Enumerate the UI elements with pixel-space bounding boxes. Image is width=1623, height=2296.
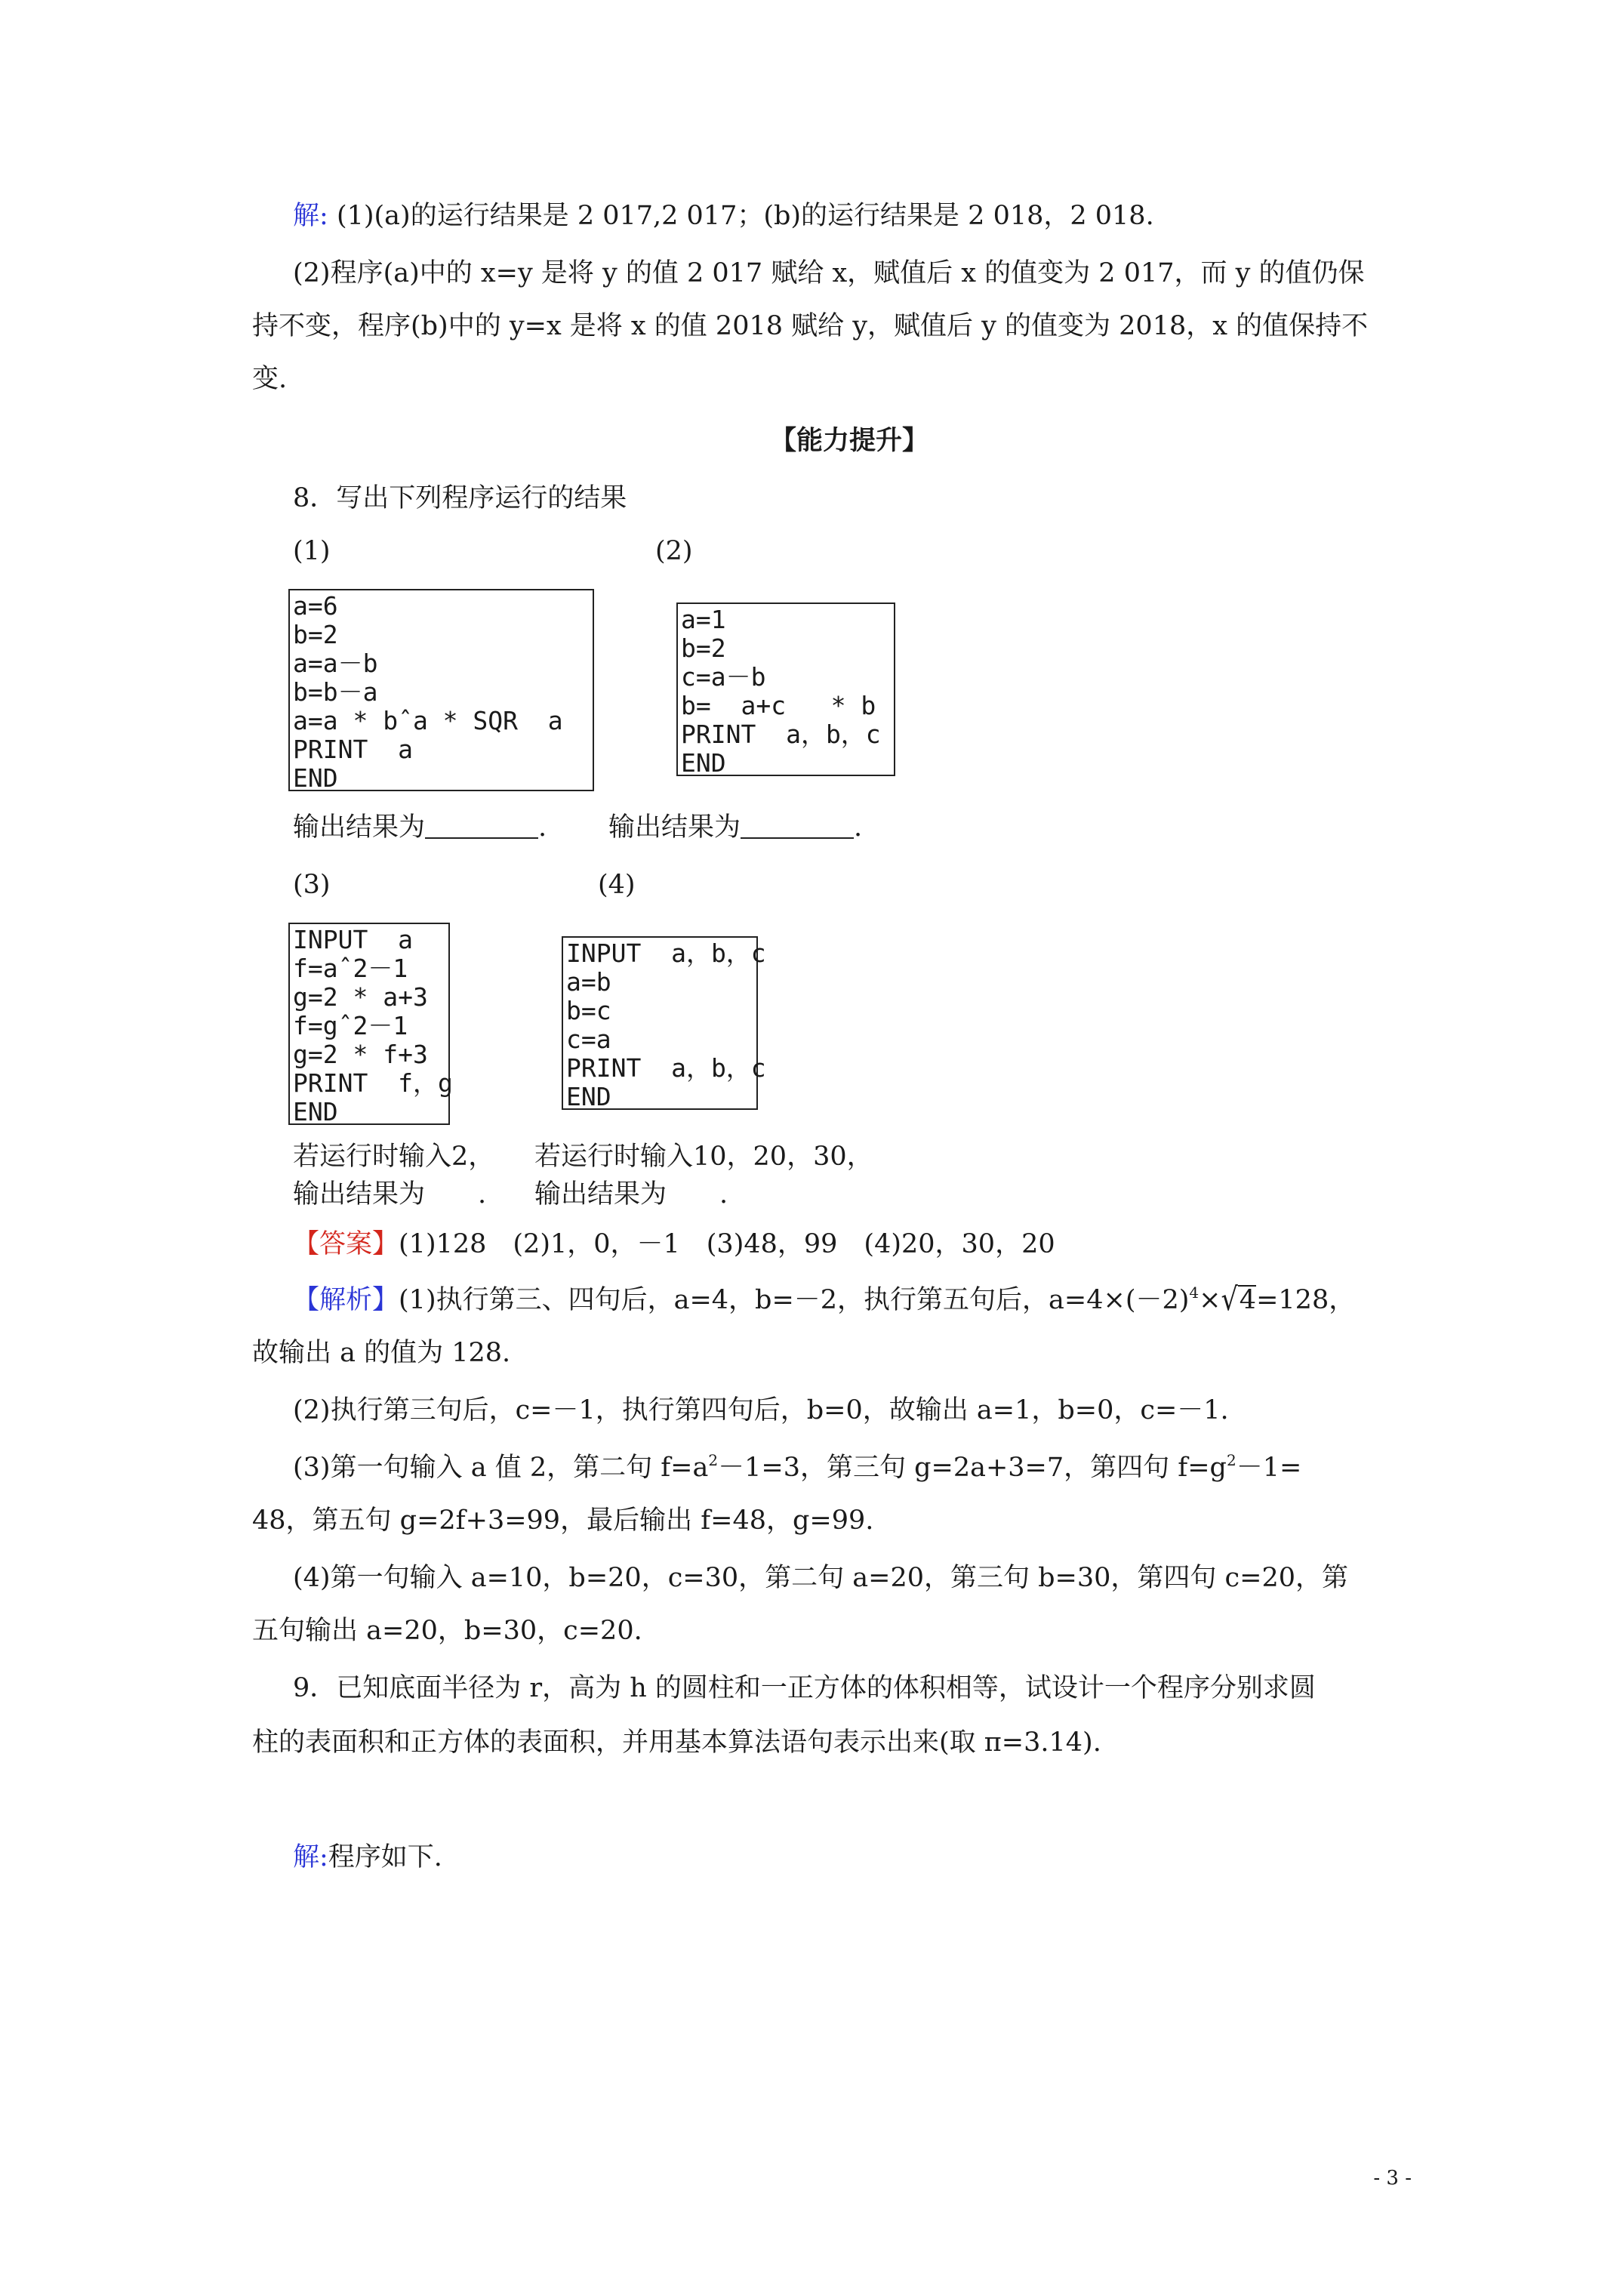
section-heading: 【能力提升】 (770, 425, 929, 456)
code-line: b= a+c * b (681, 691, 876, 720)
q7-solution-line-2: (2)程序(a)中的 x=y 是将 y 的值 2 017 赋给 x，赋值后 x 的值变为 2 017，而 y 的值仍保 (293, 258, 1365, 288)
code-line: f=aˆ2－1 (293, 954, 408, 983)
code-line: a=a * bˆa * SQR a (293, 706, 563, 735)
code-line: END (293, 763, 338, 793)
q9-solution-line (293, 1839, 442, 1875)
analysis-line-5: 48，第五句 g=2f+3=99，最后输出 f=48，g=99. (252, 1505, 874, 1536)
input-line-4: 若运行时输入10，20，30， (534, 1142, 873, 1172)
analysis-3-mid: －1=3，第三句 g=2a+3=7，第四句 f=g (718, 1453, 1227, 1483)
answer-blank-2 (741, 812, 854, 839)
code-line: PRINT a (293, 735, 413, 764)
exponent: 2 (1226, 1451, 1236, 1469)
solution-label: 解: (293, 1842, 328, 1872)
code-line: a=6 (293, 591, 338, 621)
code-line: END (566, 1082, 611, 1111)
output-label-2: 输出结果为 (608, 812, 741, 843)
program-code-box-1 (288, 589, 594, 791)
exponent: 2 (708, 1451, 719, 1469)
q7-solution-line-1 (293, 198, 1154, 234)
code-line: b=c (566, 996, 611, 1025)
page-number: - 3 - (1373, 2167, 1412, 2190)
code-line: PRINT a，b，c (681, 720, 881, 749)
code-line: INPUT a (293, 925, 413, 954)
analysis-line-2: 故输出 a 的值为 128. (252, 1338, 511, 1368)
program-label-4: (4) (598, 870, 636, 900)
code-line: a=1 (681, 605, 726, 634)
code-line: a=a－b (293, 649, 378, 678)
code-line: g=2 * f+3 (293, 1040, 428, 1069)
code-line: c=a－b (681, 662, 766, 692)
code-line: END (681, 748, 726, 778)
answer-tag: 【答案】 (293, 1229, 399, 1259)
sqrt-icon: √ (1221, 1282, 1238, 1318)
solution-label: 解: (293, 201, 328, 231)
analysis-3-end: －1= (1236, 1453, 1302, 1483)
analysis-line-3: (2)执行第三句后，c=－1，执行第四句后，b=0，故输出 a=1，b=0，c=－1. (293, 1395, 1229, 1425)
program-label-2: (2) (655, 536, 693, 566)
output-label-4: 输出结果为 (534, 1179, 667, 1210)
q9-solution-text: 程序如下. (328, 1842, 442, 1872)
code-line: f=gˆ2－1 (293, 1011, 408, 1040)
answer-blank-1 (425, 812, 538, 839)
code-line: b=2 (293, 620, 338, 649)
code-line: END (293, 1097, 338, 1126)
exponent: 4 (1189, 1284, 1200, 1302)
program-label-1: (1) (293, 536, 331, 566)
code-line: INPUT a，b，c (566, 938, 766, 968)
q8-stem: 8．写出下列程序运行的结果 (293, 483, 627, 513)
program-code-box-3 (288, 923, 453, 1126)
analysis-1-end: =128， (1256, 1285, 1356, 1315)
output-line-2: 输出结果为 . (608, 812, 863, 843)
q9-line-2: 柱的表面积和正方体的表面积，并用基本算法语句表示出来(取 π=3.14). (252, 1727, 1101, 1758)
code-line: a=b (566, 967, 611, 997)
output-line-1: 输出结果为 . (293, 812, 547, 843)
code-line: PRINT f，g (293, 1068, 453, 1098)
sqrt-radicand: 4 (1239, 1285, 1257, 1315)
answer-line (293, 1226, 1055, 1262)
answer-text: (1)128 (2)1，0，－1 (3)48，99 (4)20，30，20 (399, 1229, 1055, 1259)
q7-solution-line-4: 变. (252, 364, 288, 394)
code-line: g=2 * a+3 (293, 982, 428, 1012)
code-line: b=b－a (293, 677, 378, 707)
analysis-1-text: (1)执行第三、四句后，a=4，b=－2，执行第五句后，a=4×(－2) (399, 1285, 1190, 1315)
analysis-3-pre: (3)第一句输入 a 值 2，第二句 f=a (293, 1453, 709, 1483)
analysis-line-1 (293, 1282, 1355, 1318)
code-line: PRINT a，b，c (566, 1053, 766, 1083)
analysis-tag: 【解析】 (293, 1285, 399, 1315)
output-label-1: 输出结果为 (293, 812, 426, 843)
program-code-box-4 (562, 936, 766, 1111)
program-code-box-2 (676, 603, 895, 776)
times-sign: × (1199, 1285, 1221, 1315)
program-label-3: (3) (293, 870, 331, 900)
output-line-4: 输出结果为 . (534, 1179, 728, 1210)
input-line-3: 若运行时输入2， (293, 1142, 495, 1172)
q7-solution-line-3: 持不变，程序(b)中的 y=x 是将 x 的值 2018 赋给 y，赋值后 y 的值变为 2018，x 的值保持不 (252, 311, 1369, 341)
analysis-line-6: (4)第一句输入 a=10，b=20，c=30，第二句 a=20，第三句 b=30，第四句 c=20，第 (293, 1563, 1349, 1593)
q7-line1-text: (1)(a)的运行结果是 2 017,2 017；(b)的运行结果是 2 018，2 018. (336, 201, 1154, 231)
output-line-3: 输出结果为 . (293, 1179, 487, 1210)
q9-line-1: 9．已知底面半径为 r，高为 h 的圆柱和一正方体的体积相等，试设计一个程序分别求圆 (293, 1673, 1316, 1703)
analysis-line-7: 五句输出 a=20，b=30，c=20. (252, 1616, 642, 1646)
code-line: c=a (566, 1025, 611, 1054)
output-label-3: 输出结果为 (293, 1179, 426, 1210)
code-line: b=2 (681, 633, 726, 663)
analysis-line-4 (293, 1450, 1301, 1486)
